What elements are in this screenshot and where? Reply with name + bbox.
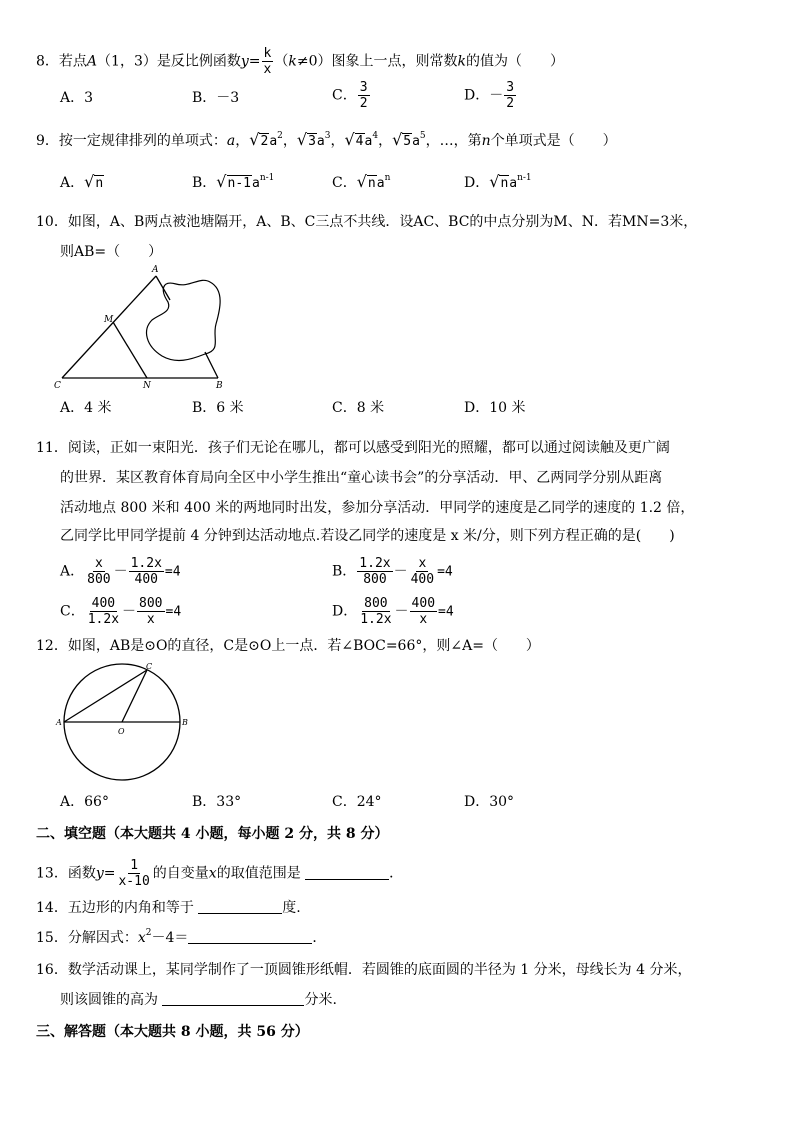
label-c: C xyxy=(146,662,153,671)
q12-circle-figure xyxy=(52,660,196,788)
q14-answer-blank[interactable] xyxy=(198,913,282,914)
section-fill-in-title: 二、填空题（本大题共 4 小题，每小题 2 分，共 8 分） xyxy=(36,826,389,842)
q11-option-b: B． $\frac{1.2x}{800}$ － $\frac{x}{400}$ =4 xyxy=(332,556,453,587)
q11-option-a: A． $\frac{x}{800}$ － $\frac{1.2x}{400}$ =4 xyxy=(60,556,181,587)
q12-option-c: C．24° xyxy=(332,794,382,810)
q12-option-b: B．33° xyxy=(192,794,242,810)
q15-answer-blank[interactable] xyxy=(188,943,312,944)
q10-pond-figure xyxy=(50,262,240,392)
q9-option-c: C．$√na^n$ xyxy=(332,172,391,191)
q10-option-c: C．8 米 xyxy=(332,400,385,416)
q12-option-d: D．30° xyxy=(464,794,515,810)
q11-stem-line3: 活动地点 800 米和 400 米的两地同时出发，参加分享活动．甲同学的速度是乙同学的速度的 1.2 倍， xyxy=(60,500,695,516)
q11-option-d: D． $\frac{800}{1.2x}$ － $\frac{400}{x}$ =4 xyxy=(332,596,454,627)
q15-stem: 15．分解因式：$x^2-4=$ ． xyxy=(36,928,327,946)
label-a: A xyxy=(56,718,62,727)
q8-stem: 8．若点A（1，3）是反比例函数y= $\frac{k}{x}$ （k≠0）图象上一点，则常数k的值为（ ） xyxy=(36,46,564,77)
q10-option-d: D．10 米 xyxy=(464,400,526,416)
q11-option-c: C． $\frac{400}{1.2x}$ － $\frac{800}{x}$ =4 xyxy=(60,596,182,627)
q16-stem-line1: 16．数学活动课上，某同学制作了一顶圆锥形纸帽．若圆锥的底面圆的半径为 1 分米，母线长为 4 分米， xyxy=(36,962,692,978)
q9-option-b: B．$√n-1a^{n-1}$ xyxy=(192,172,275,191)
q11-stem-line4: 乙同学比甲同学提前 4 分钟到达活动地点.若设乙同学的速度是 x 米/分，则下列方程正确的是( ) xyxy=(60,528,675,544)
pond-shape xyxy=(147,280,221,360)
line-ab-bottom xyxy=(205,352,218,378)
q14-stem: 14．五边形的内角和等于 度. xyxy=(36,900,301,916)
q8-option-a: A．3 xyxy=(60,90,94,106)
q8-option-b: B．－3 xyxy=(192,90,240,106)
section-answer-title: 三、解答题（本大题共 8 小题，共 56 分） xyxy=(36,1024,309,1040)
q10-option-a: A．4 米 xyxy=(60,400,112,416)
q9-stem: 9．按一定规律排列的单项式：a，$√2a^2$，$√3a^3$，$√4a^4$，$√5a^5$，…，第n个单项式是（ ） xyxy=(36,130,617,149)
q9-option-d: D．$√na^{n-1}$ xyxy=(464,172,532,191)
q16-stem-line2: 则该圆锥的高为 分米. xyxy=(60,992,337,1008)
q13-answer-blank[interactable] xyxy=(305,879,389,880)
q8-option-c: C． $\frac{3}{2}$ xyxy=(332,80,368,111)
q12-option-a: A．66° xyxy=(60,794,109,810)
label-b: B xyxy=(182,718,188,727)
label-n: N xyxy=(143,381,151,391)
q8-option-d: D．－ $\frac{3}{2}$ xyxy=(464,80,515,111)
q16-answer-blank[interactable] xyxy=(162,1005,304,1006)
label-a: A xyxy=(152,265,159,275)
q10-stem-line2: 则AB=（ ） xyxy=(60,244,163,260)
label-b: B xyxy=(216,381,223,391)
line-mn xyxy=(113,322,147,378)
q10-stem-line1: 10．如图，A、B两点被池塘隔开，A、B、C三点不共线．设AC、BC的中点分别为M、N．若MN=3米， xyxy=(36,214,698,230)
q11-stem-line2: 的世界．某区教育体育局向全区中小学生推出“童心读书会”的分享活动．甲、乙两同学分别从距离 xyxy=(60,470,663,486)
label-m: M xyxy=(104,315,114,325)
line-ac xyxy=(62,276,156,378)
q8-fraction: $\frac{k}{x}$ xyxy=(263,46,272,77)
q11-stem-line1: 11．阅读，正如一束阳光．孩子们无论在哪儿，都可以感受到阳光的照耀，都可以通过阅读触及更广阔 xyxy=(36,440,670,456)
q10-option-b: B．6 米 xyxy=(192,400,244,416)
q13-stem: 13．函数y= $\frac{1}{x-10}$ 的自变量x的取值范围是 ． xyxy=(36,858,404,889)
q12-stem: 12．如图，AB是⊙O的直径，C是⊙O上一点．若∠BOC=66°，则∠A=（ ） xyxy=(36,638,540,654)
label-c: C xyxy=(54,381,61,391)
q9-option-a: A．√n xyxy=(60,172,104,191)
label-o: O xyxy=(118,727,125,736)
